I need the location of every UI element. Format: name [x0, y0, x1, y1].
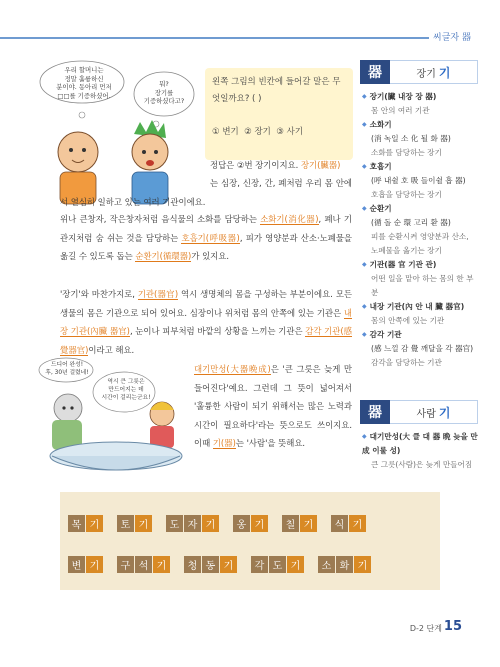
bubble-line: 역시 큰 그릇은: [107, 379, 145, 385]
paragraph-2: [60, 210, 352, 266]
term-janggi: 장기(臟器): [300, 160, 341, 170]
definition-hanja: (感 느낄 감 覺 깨달을 각 器官): [371, 344, 474, 353]
term-sohwagi: 소화기(消化器): [260, 214, 319, 224]
definition-term: ◆ 장기(臟 내장 장 器): [362, 92, 436, 101]
tile-word: [166, 515, 219, 532]
letter-tile: 자: [184, 515, 201, 532]
letter-tile: 기: [153, 556, 170, 573]
tile-word: [331, 515, 366, 532]
definition-term: ◆ 내장 기관(內 안 내 臟 器官): [362, 302, 464, 311]
definition-desc: 소화를 담당하는 장기: [371, 148, 442, 157]
definition-term: ◆ 소화기: [362, 120, 392, 129]
question-options: ① 변기 ② 장기 ③ 사기: [212, 127, 304, 137]
definition-term: ◆ 호흡기: [362, 162, 392, 171]
tile-word: [233, 515, 268, 532]
tile-row-1: [68, 515, 366, 532]
letter-tile: 기: [86, 515, 103, 532]
term-gamgak-gigwan: 감각 기관(感覺器官): [60, 326, 352, 355]
definition-desc: 몸의 안쪽에 있는 기관: [371, 316, 445, 325]
letter-tile: 구: [117, 556, 134, 573]
definition-item: [362, 160, 478, 202]
header-rule: [0, 37, 440, 39]
tile-word: [184, 556, 237, 573]
text-run: '장기'와 마찬가지로,: [60, 289, 138, 299]
tile-word: [282, 515, 317, 532]
definition-list: [360, 424, 478, 472]
speech-bubble-friend: [136, 80, 192, 106]
definition-hanja: (消 녹일 소 化 될 화 器): [371, 134, 451, 143]
sidebar-word-highlight: 기: [438, 405, 451, 420]
definition-hanja: (呼 내쉴 호 吸 들이쉴 흡 器): [371, 176, 466, 185]
tile-word: [251, 556, 304, 573]
bubble-line: 장기를: [154, 88, 174, 97]
letter-tile: 변: [68, 556, 85, 573]
letter-tile: 동: [202, 556, 219, 573]
bubble-line: 기증하셨다고?: [143, 97, 185, 105]
sidebar-word-text: 장기: [416, 68, 436, 80]
tile-word: [68, 556, 103, 573]
tile-word: [68, 515, 103, 532]
tile-row-2: [68, 556, 371, 573]
definition-term: ◆ 기관(器 官 기관 관): [362, 260, 436, 269]
sidebar-header: [360, 60, 478, 84]
speech-bubble-potter: [41, 361, 93, 377]
definition-item: [362, 328, 478, 370]
definition-term: ◆ 감각 기관: [362, 330, 402, 339]
definition-desc: 어떤 일을 맡아 하는 몸의 한 부분: [371, 274, 474, 297]
term-naejang-gigwan: 내장 기관(內臟 器官): [60, 307, 352, 336]
text-run: 이라고 해요.: [88, 344, 135, 355]
section-label: 씨글자 器: [429, 30, 475, 43]
definition-desc: 호흡을 담당하는 장기: [371, 190, 442, 199]
letter-tile: 기: [354, 556, 371, 573]
question-text: 왼쪽 그림의 빈칸에 들어갈 말은 무엇일까요? ( ): [212, 77, 341, 104]
letter-tile: 기: [300, 515, 317, 532]
definition-hanja: (循 돌 순 環 고리 환 器): [371, 218, 451, 227]
letter-tile: 도: [269, 556, 286, 573]
step-label: D-2 단계: [409, 624, 442, 633]
word-tile-panel: [60, 492, 440, 590]
sidebar-word: [390, 400, 478, 424]
text-run: 는 '사람'을 뜻해요.: [235, 438, 306, 448]
tile-word: [117, 515, 152, 532]
letter-tile: 도: [166, 515, 183, 532]
speech-bubble-child: [94, 378, 158, 402]
bubble-line: 뭐?: [159, 80, 169, 88]
letter-tile: 옹: [233, 515, 250, 532]
text-run: 는 심장, 신장, 간, 폐처럼 우리 몸 안에서 열심히 일하고 있는 여러 기관이에요.: [60, 178, 352, 207]
letter-tile: 각: [251, 556, 268, 573]
letter-tile: 식: [331, 515, 348, 532]
paragraph-3: [60, 285, 352, 359]
definition-term: ◆ 순환기: [362, 204, 392, 213]
sidebar-saram: [360, 400, 478, 472]
letter-tile: 석: [135, 556, 152, 573]
letter-tile: 화: [336, 556, 353, 573]
letter-tile: 기: [135, 515, 152, 532]
letter-tile: 소: [318, 556, 335, 573]
bubble-line: 시간이 걸리는군요!: [101, 395, 151, 401]
hanja-badge: 器: [360, 400, 390, 424]
definition-desc: 피를 순환시켜 영양분과 산소, 노폐물을 옮기는 장기: [371, 232, 469, 255]
text-run: , 피가 영양분과 산소·노폐물을 옮길 수 있도록 돕는: [60, 232, 352, 261]
paragraph-1-cont: [60, 174, 352, 211]
paragraph-1: [210, 156, 352, 175]
definition-item: [362, 258, 478, 300]
text-run: 은 '큰 그릇은 늦게 만들어진다'예요. 그런데 그 뜻이 넓어져서 '훌륭한 사람이 되기 위해서는 많은 노력과 시간이 필요하다'라는 뜻으로도 쓰이지요. 이때: [194, 364, 352, 448]
definition-desc: 감각을 담당하는 기관: [371, 358, 442, 367]
text-run: 역시 생명체의 몸을 구성하는 부분이에요. 모든 생물의 몸은 기관으로 되어 있어요. 심장이나 위처럼 몸의 안쪽에 있는 기관은: [60, 289, 352, 318]
definition-item: [362, 300, 478, 328]
bubble-line: □□를 기증하셨어.: [57, 91, 111, 100]
paragraph-4: [194, 360, 352, 453]
text-run: , 폐나 기관지처럼 숨 쉬는 것을 담당하는: [60, 214, 352, 243]
page-number: 15: [443, 619, 462, 634]
letter-tile: 칠: [282, 515, 299, 532]
letter-tile: 기: [251, 515, 268, 532]
tile-word: [318, 556, 371, 573]
term-daegimanseong: 대기만성(大器晩成): [194, 364, 271, 374]
bubble-line: 만드어지는 데: [108, 387, 144, 393]
letter-tile: 목: [68, 515, 85, 532]
sidebar-header: [360, 400, 478, 424]
definition-item: [362, 430, 478, 472]
term-gi-person: 기(器): [212, 438, 236, 448]
sidebar-word: [390, 60, 478, 84]
term-gigwan: 기관(器官): [137, 289, 179, 299]
hanja-badge: 器: [360, 60, 390, 84]
term-sunhwangi: 순환기(循環器): [135, 251, 192, 261]
letter-tile: 기: [86, 556, 103, 573]
bubble-line: 정말 훌륭하신: [64, 74, 104, 83]
definition-item: [362, 90, 478, 118]
letter-tile: 기: [287, 556, 304, 573]
sidebar-word-text: 사람: [416, 408, 436, 420]
term-hoheupgi: 호흡기(呼吸器): [181, 232, 240, 243]
bubble-line: 후, 30년 걸렸네!: [45, 370, 89, 376]
text-run: 가 있지요.: [191, 251, 229, 261]
tile-word: [117, 556, 170, 573]
bubble-line: 드디어 완성!: [50, 362, 84, 368]
definition-desc: 몸 안의 여러 기관: [371, 106, 430, 115]
letter-tile: 기: [349, 515, 366, 532]
letter-tile: 기: [220, 556, 237, 573]
speech-bubble-grandma: [48, 66, 120, 100]
text-run: 위나 큰창자, 작은창자처럼 음식물의 소화를 담당하는: [60, 214, 261, 224]
sidebar-word-highlight: 기: [438, 65, 451, 80]
definition-item: [362, 118, 478, 160]
letter-tile: 기: [202, 515, 219, 532]
text-run: 정답은 ②번 장기이지요.: [210, 160, 301, 170]
definition-list: [360, 84, 478, 370]
definition-term: ◆ 대기만성(大 클 대 器 晩 늦을 만 成 이룰 성): [362, 432, 478, 455]
sidebar-janggi: [360, 60, 478, 370]
text-run: , 눈이나 피부처럼 바깥의 상황을 느끼는 기관은: [129, 326, 306, 336]
bubble-line: 분이야. 동아리 먼저: [56, 83, 112, 91]
bubble-line: 우리 할머니는: [64, 66, 104, 74]
letter-tile: 토: [117, 515, 134, 532]
definition-item: [362, 202, 478, 258]
letter-tile: 청: [184, 556, 201, 573]
definition-desc: 큰 그릇(사람)은 늦게 만들어짐: [371, 460, 473, 469]
